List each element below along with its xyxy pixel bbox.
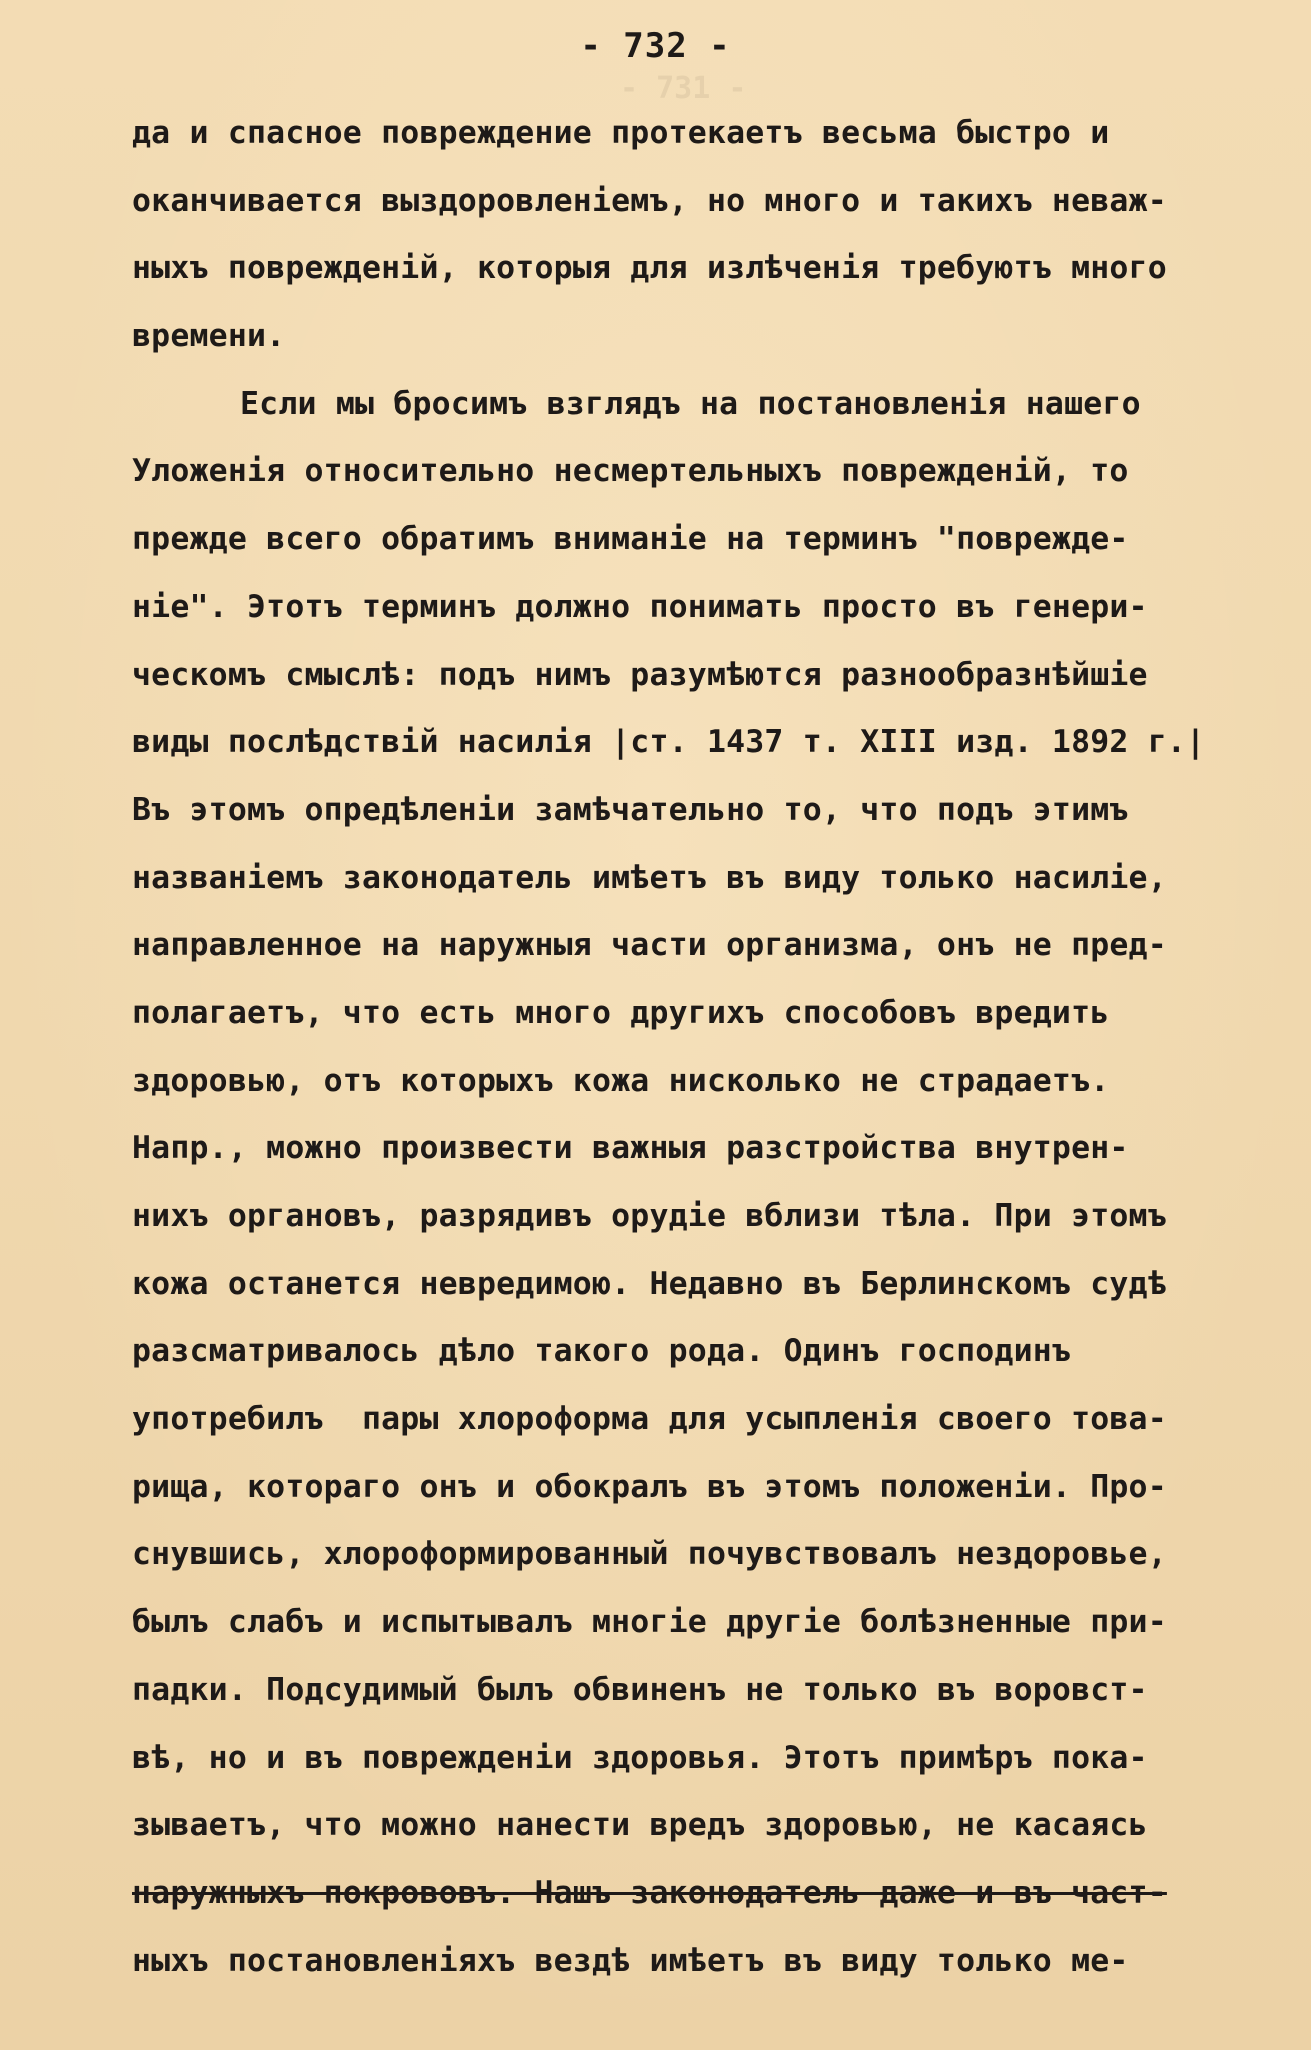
text-line-22: снувшись, хлороформированный почувствовалъ нездоровье,: [132, 1536, 1167, 1573]
text-line-9: ческомъ смыслѣ: подъ нимъ разумѣются разнообразнѣйшіе: [132, 656, 1148, 693]
body-text: [132, 104, 1272, 1999]
text-line-15: здоровью, отъ которыхъ кожа нисколько не страдаетъ.: [132, 1062, 1110, 1099]
text-line-18: кожа останется невредимою. Недавно въ Берлинскомъ судѣ: [132, 1265, 1167, 1302]
text-line-26: зываетъ, что можно нанести вредъ здоровью, не касаясь: [132, 1807, 1148, 1844]
text-line-1: да и спасное повреждение протекаетъ весьма быстро и: [132, 115, 1110, 151]
text-line-19: разсматривалось дѣло такого рода. Одинъ господинъ: [132, 1333, 1072, 1370]
text-line-8: ніе". Этотъ терминъ должно понимать просто въ генери-: [132, 588, 1148, 625]
text-line-12: названіемъ законодатель имѣетъ въ виду только насиліе,: [132, 859, 1167, 896]
text-line-20: употребилъ пары хлороформа для усыпленія своего това-: [132, 1401, 1167, 1438]
text-line-5: Если мы бросимъ взглядъ на постановленія нашего: [240, 385, 1141, 422]
text-line-17: нихъ органовъ, разрядивъ орудіе вблизи тѣла. При этомъ: [132, 1198, 1167, 1234]
page-number: - 732 -: [580, 26, 731, 66]
text-line-2: оканчивается выздоровленіемъ, но много и такихъ неваж-: [132, 182, 1167, 219]
text-line-10: виды послѣдствій насилія |ст. 1437 т. XIII изд. 1892 г.|: [132, 724, 1206, 761]
text-line-21: рища, котораго онъ и обокралъ въ этомъ положеніи. Про-: [132, 1468, 1167, 1505]
text-line-16: Напр., можно произвести важныя разстройства внутрен-: [132, 1130, 1129, 1167]
text-line-25: вѣ, но и въ поврежденіи здоровья. Этотъ примѣръ пока-: [132, 1739, 1148, 1776]
text-line-3: ныхъ поврежденій, которыя для излѣченія требуютъ много: [132, 250, 1167, 287]
show-through-page-number: - 731 -: [620, 71, 747, 106]
text-line-23: былъ слабъ и испытывалъ многіе другіе болѣзненные при-: [132, 1604, 1167, 1641]
text-line-7: прежде всего обратимъ вниманіе на терминъ "поврежде-: [132, 521, 1129, 558]
text-line-11: Въ этомъ опредѣленіи замѣчательно то, что подъ этимъ: [132, 791, 1129, 828]
text-line-28: ныхъ постановленіяхъ вездѣ имѣетъ въ виду только ме-: [132, 1942, 1129, 1979]
text-line-24: падки. Подсудимый былъ обвиненъ не только въ воровст-: [132, 1671, 1148, 1708]
text-line-14: полагаетъ, что есть много другихъ способовъ вредить: [132, 994, 1110, 1031]
text-line-27: наружныхъ покрововъ. Нашъ законодатель даже и въ част-: [132, 1874, 1167, 1911]
text-line-6: Уложенія относительно несмертельныхъ поврежденій, то: [132, 453, 1129, 490]
text-line-13: направленное на наружныя части организма, онъ не пред-: [132, 927, 1167, 964]
text-line-4: времени.: [132, 318, 286, 355]
